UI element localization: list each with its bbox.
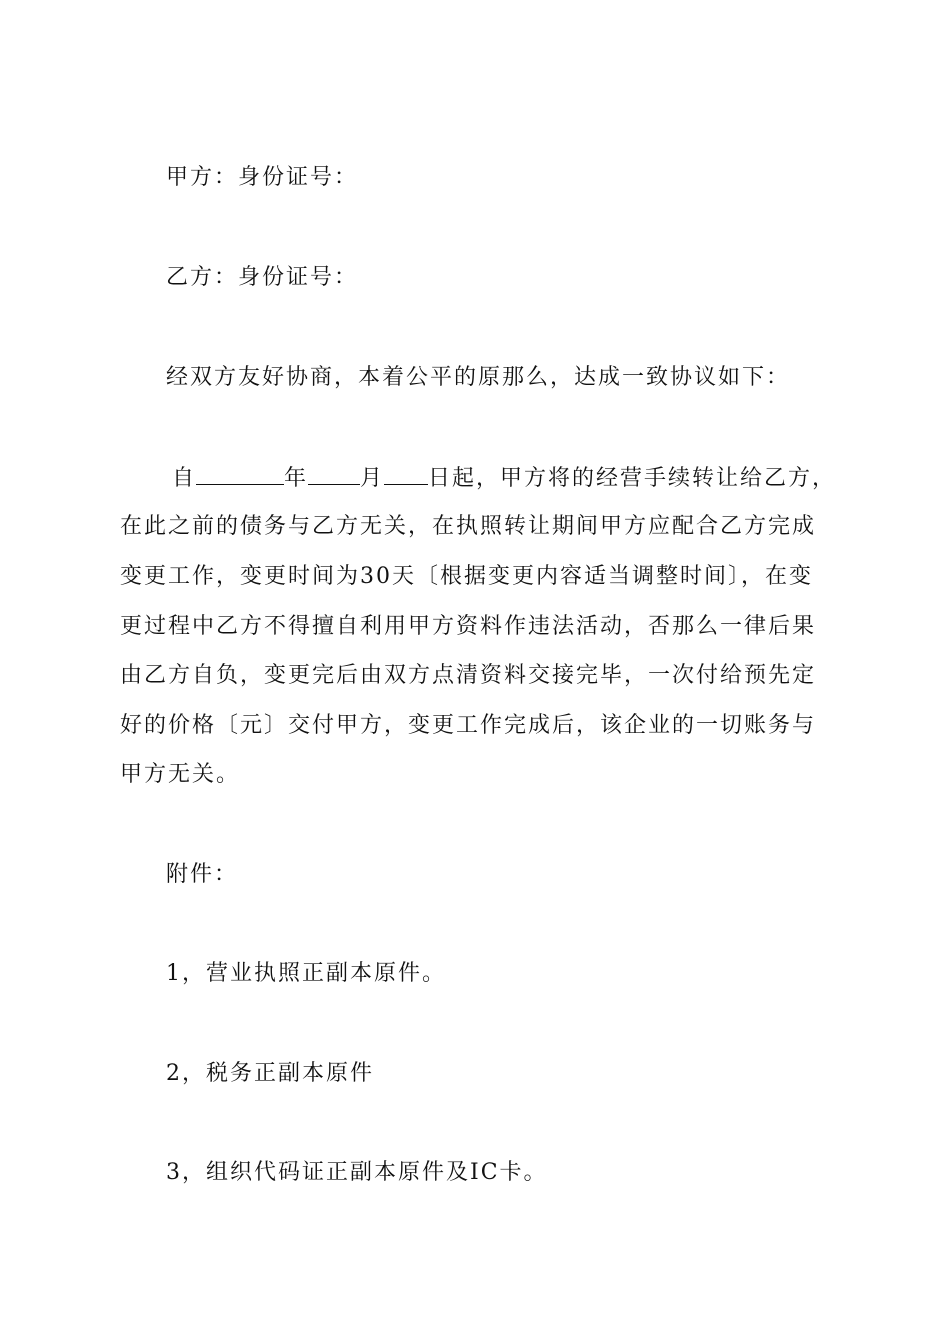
clause-line: 好的价格〔元〕交付甲方，变更工作完成后，该企业的一切账务与 xyxy=(120,713,817,738)
month-blank xyxy=(308,462,360,485)
attachment-item: 1，营业执照正副本原件。 xyxy=(166,961,446,986)
clause-line: 在此之前的债务与乙方无关，在执照转让期间甲方应配合乙方完成 xyxy=(120,514,817,539)
attachment-item: 3，组织代码证正副本原件及IC卡。 xyxy=(166,1160,548,1185)
clause-line: 由乙方自负，变更完后由双方点清资料交接完毕，一次付给预先定 xyxy=(120,663,817,688)
year-label: 年 xyxy=(284,466,309,491)
attachment-item: 2，税务正副本原件 xyxy=(166,1061,374,1086)
clause-first-line xyxy=(172,462,836,494)
attachments-heading: 附件： xyxy=(166,862,239,887)
intro-line: 经双方友好协商，本着公平的原那么，达成一致协议如下： xyxy=(166,365,791,390)
clause-line: 更过程中乙方不得擅自利用甲方资料作违法活动，否那么一律后果 xyxy=(120,614,817,639)
party-a-line: 甲方：身份证号： xyxy=(166,165,359,190)
day-blank xyxy=(384,462,428,485)
month-label: 月 xyxy=(360,466,385,491)
clause-prefix: 自 xyxy=(172,466,197,491)
clause-line: 变更工作，变更时间为30天〔根据变更内容适当调整时间〕，在变 xyxy=(120,564,813,589)
day-label: 日起，甲方将的经营手续转让给乙方， xyxy=(428,466,837,491)
party-b-line: 乙方：身份证号： xyxy=(166,265,359,290)
year-blank xyxy=(196,462,284,485)
clause-line: 甲方无关。 xyxy=(120,762,241,787)
